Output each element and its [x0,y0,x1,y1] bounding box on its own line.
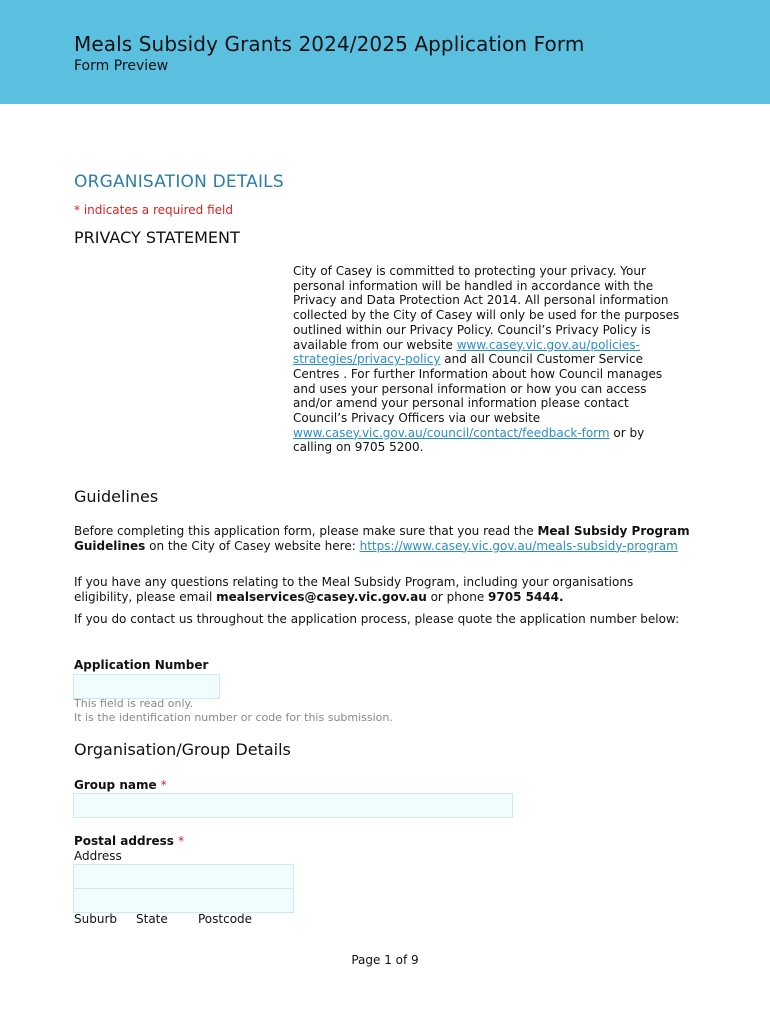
guidelines-p1-text-b: on the City of Casey website here: [145,538,360,553]
contact-email: mealservices@casey.vic.gov.au [216,589,427,604]
guidelines-p2-text-a: If you have any questions relating to the Meal Subsidy Program, including your organisations eligibility, please email [74,575,634,604]
privacy-text-part-1: City of Casey is committed to protecting your privacy. Your personal information will be handled in accordance with the Privacy and Data Protection Act 2014. All personal information collected by the City of Casey will only be used for the purposes outlined within our Privacy Policy. Council’s Privacy Policy is available from our website [293,264,680,352]
privacy-policy-link[interactable]: www.casey.vic.gov.au/policies-strategies/privacy-policy [293,337,640,367]
contact-phone: 9705 5444. [488,589,564,604]
guidelines-p2-text-b: or phone [426,589,489,604]
group-name-label-text: Group name [74,778,157,792]
privacy-text-part-2: and all Council Customer Service Centres . For further Information about how Council manages and uses your personal information or how you can access and/or amend your personal information please contact Council’s Privacy Officers via our website [293,352,663,426]
guidelines-heading: Guidelines [74,487,159,506]
postal-address-label-text: Postal address [74,834,174,848]
application-number-input[interactable] [73,674,220,699]
form-header [0,0,770,104]
group-details-heading: Organisation/Group Details [74,740,291,759]
required-field-note: * indicates a required field [74,203,233,217]
privacy-text-part-3: or by calling on 9705 5200. [293,425,645,455]
guidelines-title-bold: Meal Subsidy Program Guidelines [74,524,690,553]
address-sublabel: Address [74,849,122,863]
suburb-label: Suburb [74,912,117,926]
feedback-form-link[interactable]: www.casey.vic.gov.au/council/contact/feedback-form [293,425,610,440]
group-name-input[interactable] [73,793,513,818]
application-number-help-1: This field is read only. [74,697,193,710]
guidelines-paragraph-2 [74,575,694,604]
form-title: Meals Subsidy Grants 2024/2025 Application Form [74,32,585,56]
address-line-2-input[interactable] [73,888,294,913]
page-number: Page 1 of 9 [351,953,419,967]
postcode-label: Postcode [198,912,253,926]
postal-address-label [74,834,184,848]
guidelines-link[interactable]: https://www.casey.vic.gov.au/meals-subsidy-program [359,538,678,553]
required-mark: * [178,834,185,848]
section-title: ORGANISATION DETAILS [74,172,284,192]
guidelines-paragraph-1 [74,524,694,553]
guidelines-paragraph-3: If you do contact us throughout the application process, please quote the application number below: [74,612,680,626]
state-label: State [136,912,168,926]
application-number-label: Application Number [74,658,209,672]
required-mark: * [160,778,167,792]
guidelines-p1-text-a: Before completing this application form, please make sure that you read the [74,524,538,538]
privacy-heading: PRIVACY STATEMENT [74,228,240,247]
form-subtitle: Form Preview [74,58,169,74]
group-name-label [74,778,167,792]
application-number-help-2: It is the identification number or code for this submission. [74,711,393,724]
address-line-1-input[interactable] [73,864,294,889]
privacy-statement-text [293,264,683,455]
